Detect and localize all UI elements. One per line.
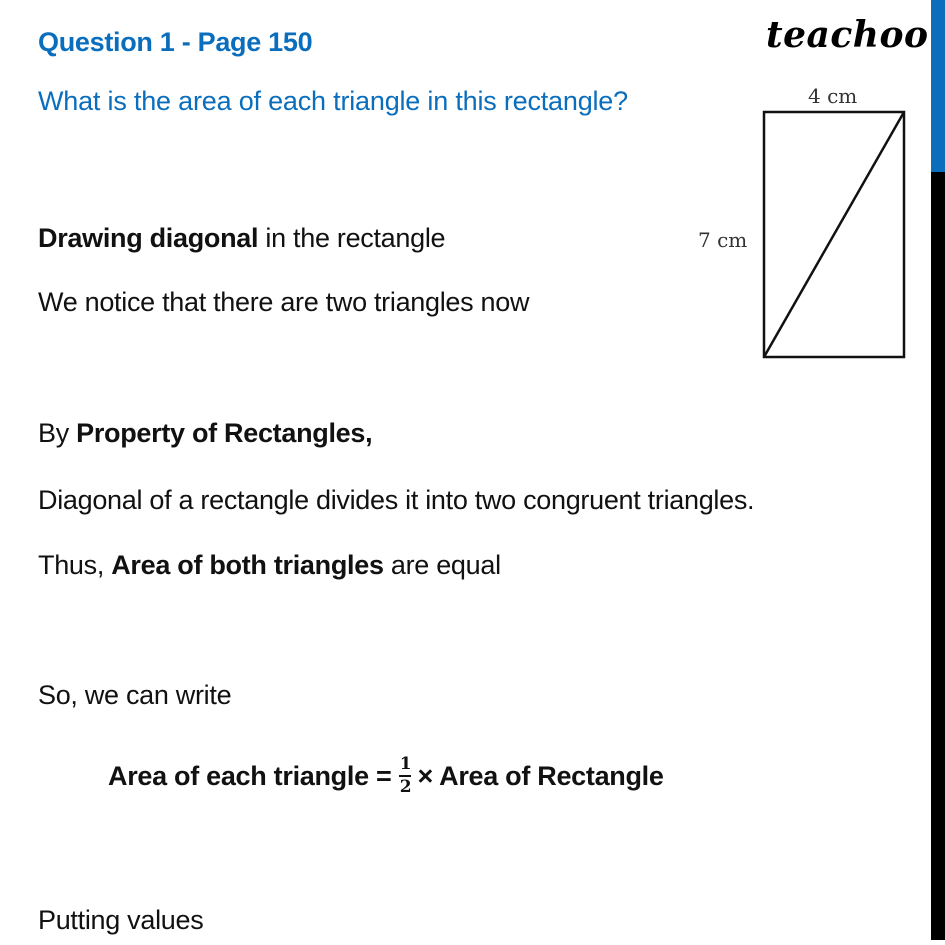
denominator: 2	[399, 777, 412, 797]
side-bar-dark	[931, 172, 945, 940]
numerator: 1	[399, 754, 412, 774]
line-putting-values: Putting values	[38, 905, 204, 935]
page-title: Question 1 - Page 150	[38, 27, 313, 57]
question-text: What is the area of each triangle in this rectangle?	[38, 86, 628, 116]
line-two-triangles: We notice that there are two triangles now	[38, 287, 530, 317]
bold-phrase: Property of Rectangles,	[76, 418, 373, 448]
line-so-we-can-write: So, we can write	[38, 680, 232, 710]
area-formula	[108, 756, 664, 796]
rectangle-diagonal-figure	[760, 108, 910, 364]
teachoo-logo: teachoo	[766, 14, 929, 56]
line-text: in the rectangle	[258, 223, 446, 253]
line-text: By	[38, 418, 77, 448]
side-bar-accent	[931, 0, 945, 172]
width-label: 4 cm	[808, 84, 858, 108]
line-property	[38, 418, 372, 449]
line-text: Thus,	[38, 550, 112, 580]
bold-phrase: Area of both triangles	[111, 550, 384, 580]
line-drawing-diagonal	[38, 223, 445, 254]
fraction-half	[399, 756, 411, 796]
line-diagonal-divides: Diagonal of a rectangle divides it into two congruent triangles.	[38, 485, 755, 515]
formula-rhs: × Area of Rectangle	[417, 760, 664, 791]
height-label: 7 cm	[698, 228, 748, 252]
formula-lhs: Area of each triangle =	[108, 760, 392, 791]
bold-phrase: Drawing diagonal	[38, 223, 259, 253]
line-text: are equal	[383, 550, 501, 580]
line-area-equal	[38, 550, 501, 581]
